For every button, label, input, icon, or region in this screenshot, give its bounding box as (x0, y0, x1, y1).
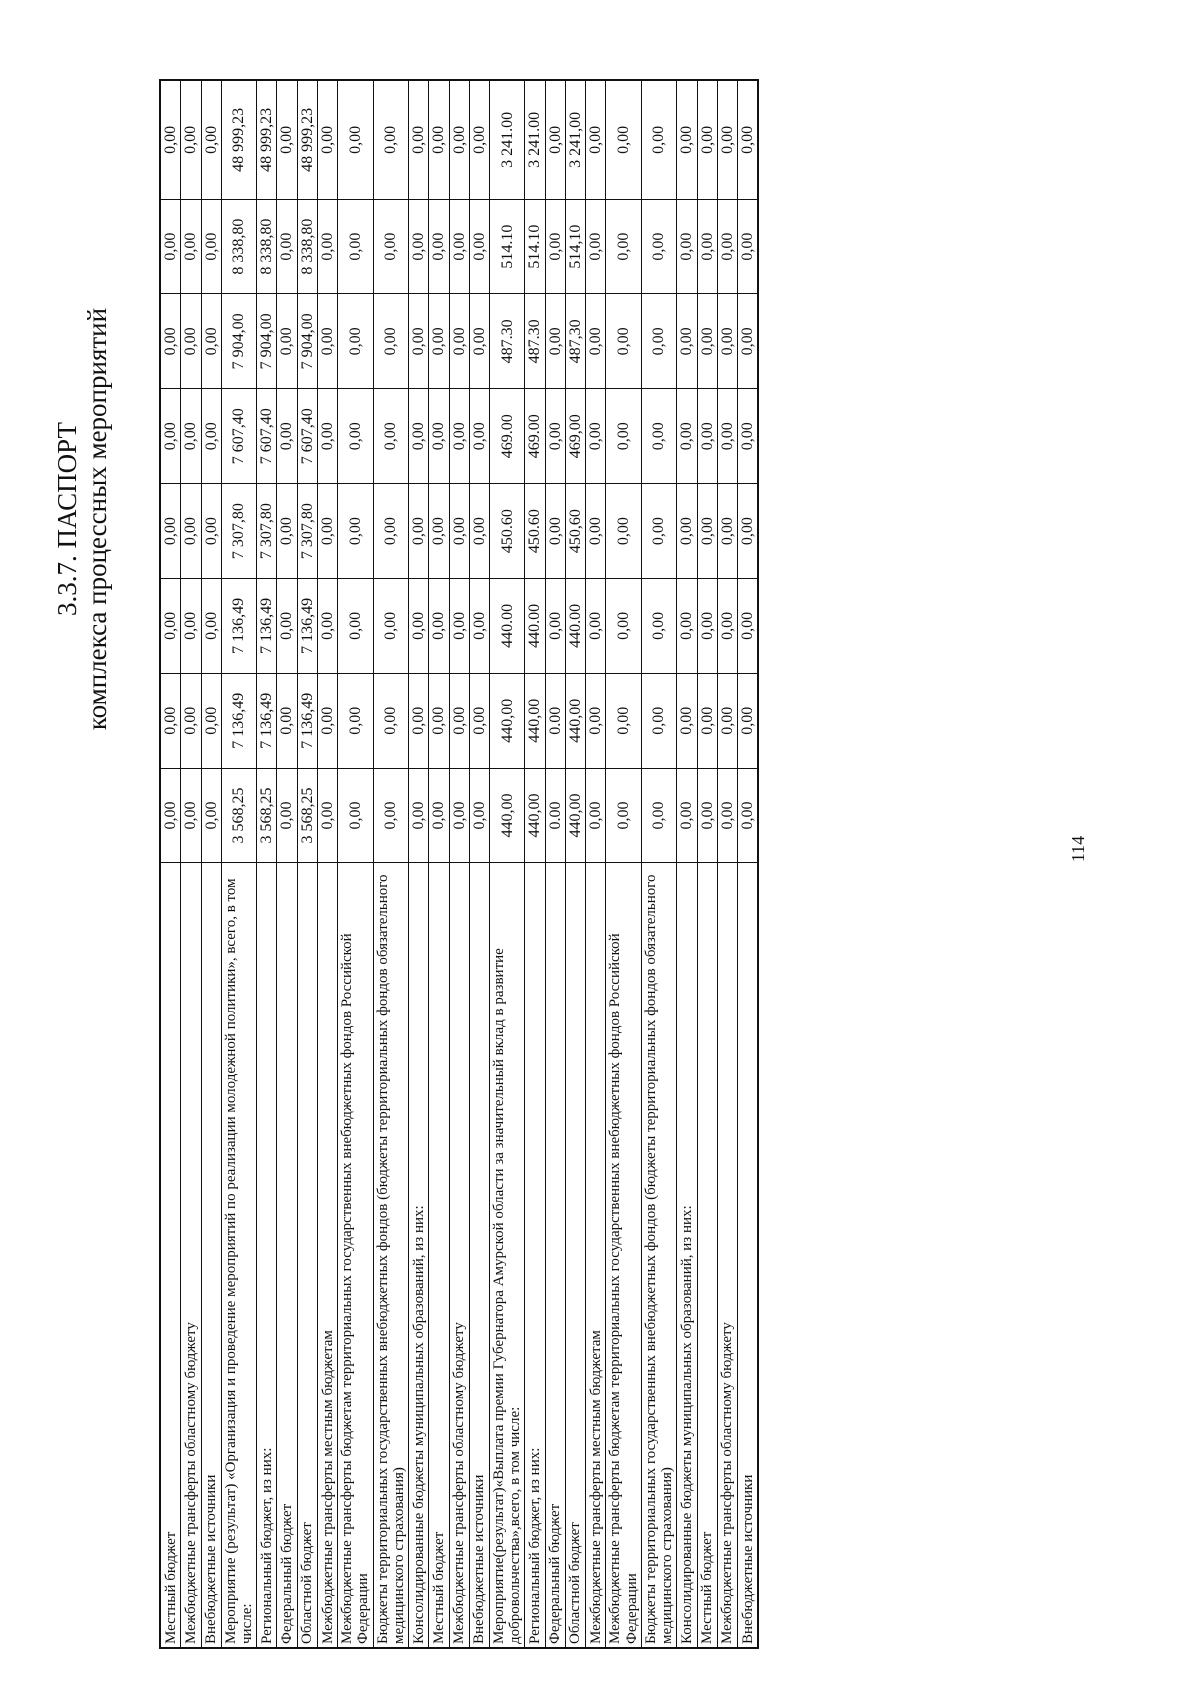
value-cell: 0,00 (449, 673, 469, 768)
value-cell: 0,00 (317, 673, 337, 768)
row-label: Межбюджетные трансферты областному бюджету (181, 863, 201, 1648)
row-label: Межбюджетные трансферты областному бюджету (449, 863, 469, 1648)
value-cell: 0,00 (641, 768, 676, 863)
value-cell: 0,00 (697, 294, 717, 389)
value-cell: 0,00 (469, 294, 489, 389)
value-cell: 0,00 (408, 578, 428, 673)
value-cell: 0,00 (408, 768, 428, 863)
value-cell: 0,00 (469, 80, 489, 199)
value-cell: 0,00 (429, 484, 449, 579)
value-cell: 514,10 (565, 199, 585, 294)
row-label: Межбюджетные трансферты местным бюджетам (317, 863, 337, 1648)
value-cell: 0,00 (449, 768, 469, 863)
value-cell: 7 136,49 (297, 673, 317, 768)
value-cell: 0,00 (469, 484, 489, 579)
value-cell: 440.00 (525, 578, 545, 673)
value-cell: 440,00 (525, 768, 545, 863)
value-cell: 0,00 (586, 389, 606, 484)
value-cell: 0,00 (277, 768, 297, 863)
value-cell: 0,00 (338, 578, 373, 673)
value-cell: 0,00 (449, 294, 469, 389)
value-cell: 0,00 (469, 389, 489, 484)
table-row (545, 80, 565, 1648)
value-cell: 0,00 (697, 389, 717, 484)
row-label: Консолидированные бюджеты муниципальных образований, из них: (677, 863, 697, 1648)
row-label: Областной бюджет (297, 863, 317, 1648)
value-cell: 0,00 (317, 80, 337, 199)
value-cell: 0,00 (201, 673, 221, 768)
value-cell: 0,00 (717, 294, 737, 389)
table-row (408, 80, 428, 1648)
value-cell: 0,00 (408, 673, 428, 768)
value-cell: 0,00 (738, 389, 759, 484)
row-label: Федеральный бюджет (545, 863, 565, 1648)
value-cell: 0,00 (677, 199, 697, 294)
value-cell: 0,00 (317, 294, 337, 389)
value-cell: 0,00 (201, 294, 221, 389)
value-cell: 0,00 (181, 199, 201, 294)
table-row (221, 80, 256, 1648)
value-cell: 48 999,23 (297, 80, 317, 199)
value-cell: 0,00 (160, 80, 181, 199)
value-cell: 3 568,25 (257, 768, 277, 863)
value-cell: 0,00 (277, 578, 297, 673)
value-cell: 0,00 (717, 199, 737, 294)
section-title: 3.3.7. ПАСПОРТ (52, 422, 82, 616)
table-row (317, 80, 337, 1648)
table-row (181, 80, 201, 1648)
value-cell: 0,00 (677, 294, 697, 389)
value-cell: 0,00 (408, 199, 428, 294)
table-row (677, 80, 697, 1648)
value-cell: 7 307,80 (297, 484, 317, 579)
value-cell: 0,00 (586, 294, 606, 389)
row-label: Межбюджетные трансферты бюджетам территориальных государственных внебюджетных фондов Российской Федерации (606, 863, 641, 1648)
value-cell: 0,00 (317, 578, 337, 673)
value-cell: 7 307,80 (221, 484, 256, 579)
value-cell: 0,00 (429, 578, 449, 673)
value-cell: 0,00 (738, 80, 759, 199)
value-cell: 0,00 (277, 80, 297, 199)
value-cell: 0,00 (449, 199, 469, 294)
value-cell: 0,00 (469, 199, 489, 294)
value-cell: 0.00 (545, 768, 565, 863)
value-cell: 450,60 (565, 484, 585, 579)
value-cell: 0,00 (277, 294, 297, 389)
value-cell: 0,00 (181, 673, 201, 768)
value-cell: 0,00 (201, 578, 221, 673)
value-cell: 0,00 (429, 768, 449, 863)
value-cell: 0,00 (545, 294, 565, 389)
table-row (525, 80, 545, 1648)
value-cell: 0,00 (641, 294, 676, 389)
value-cell: 0,00 (201, 80, 221, 199)
value-cell: 0,00 (277, 484, 297, 579)
row-label: Межбюджетные трансферты бюджетам территориальных государственных внебюджетных фондов Российской Федерации (338, 863, 373, 1648)
value-cell: 0,00 (738, 294, 759, 389)
value-cell: 0,00 (181, 294, 201, 389)
table-row (697, 80, 717, 1648)
table-row (565, 80, 585, 1648)
page-number: 114 (1068, 835, 1088, 863)
value-cell: 8 338,80 (297, 199, 317, 294)
value-cell: 0,00 (738, 673, 759, 768)
table-row (717, 80, 737, 1648)
section-subtitle: комплекса процессных мероприятий (82, 307, 113, 731)
value-cell: 7 904,00 (221, 294, 256, 389)
table-row (606, 80, 641, 1648)
value-cell: 440,00 (490, 768, 525, 863)
value-cell: 3 241.00 (525, 80, 545, 199)
value-cell: 0,00 (429, 199, 449, 294)
value-cell: 0,00 (677, 673, 697, 768)
value-cell: 440,00 (565, 768, 585, 863)
value-cell: 0,00 (317, 389, 337, 484)
value-cell: 0,00 (641, 484, 676, 579)
table-body (160, 80, 758, 1648)
value-cell: 0,00 (606, 768, 641, 863)
value-cell: 0,00 (738, 578, 759, 673)
value-cell: 0,00 (201, 199, 221, 294)
value-cell: 0,00 (373, 484, 408, 579)
value-cell: 450.60 (490, 484, 525, 579)
value-cell: 0,00 (181, 578, 201, 673)
value-cell: 0,00 (717, 578, 737, 673)
value-cell: 0,00 (641, 80, 676, 199)
value-cell: 7 904,00 (257, 294, 277, 389)
value-cell: 0,00 (338, 768, 373, 863)
value-cell: 487.30 (525, 294, 545, 389)
value-cell: 0,00 (469, 768, 489, 863)
value-cell: 0,00 (449, 80, 469, 199)
row-label: Внебюджетные источники (738, 863, 759, 1648)
row-label: Местный бюджет (429, 863, 449, 1648)
table-row (277, 80, 297, 1648)
value-cell: 0,00 (586, 578, 606, 673)
value-cell: 8 338,80 (257, 199, 277, 294)
value-cell: 0,00 (677, 484, 697, 579)
value-cell: 0,00 (738, 199, 759, 294)
value-cell: 0,00 (277, 389, 297, 484)
value-cell: 440,00 (490, 673, 525, 768)
value-cell: 0,00 (429, 80, 449, 199)
row-label: Мероприятие(результат)«Выплата премии Губернатора Амурской области за значительный вклад в развитие добровольчества»,всего, в том числе: (490, 863, 525, 1648)
value-cell: 0,00 (697, 768, 717, 863)
value-cell: 0,00 (160, 294, 181, 389)
value-cell: 0,00 (738, 768, 759, 863)
value-cell: 0,00 (181, 768, 201, 863)
value-cell: 0,00 (373, 768, 408, 863)
value-cell: 0,00 (717, 389, 737, 484)
value-cell: 7 136,49 (221, 578, 256, 673)
value-cell: 469,00 (565, 389, 585, 484)
value-cell: 0,00 (317, 484, 337, 579)
value-cell: 0,00 (641, 578, 676, 673)
value-cell: 469.00 (490, 389, 525, 484)
row-label: Областной бюджет (565, 863, 585, 1648)
row-label: Межбюджетные трансферты областному бюджету (717, 863, 737, 1648)
value-cell: 0,00 (586, 484, 606, 579)
row-label: Региональный бюджет, из них: (257, 863, 277, 1648)
value-cell: 440,00 (565, 673, 585, 768)
row-label: Внебюджетные источники (201, 863, 221, 1648)
table-row (490, 80, 525, 1648)
value-cell: 0,00 (160, 199, 181, 294)
value-cell: 0,00 (606, 294, 641, 389)
value-cell: 487.30 (490, 294, 525, 389)
value-cell: 0,00 (429, 294, 449, 389)
value-cell: 0,00 (697, 673, 717, 768)
row-label: Консолидированные бюджеты муниципальных образований, из них: (408, 863, 428, 1648)
value-cell: 0,00 (429, 389, 449, 484)
value-cell: 0,00 (717, 673, 737, 768)
value-cell: 7 607,40 (221, 389, 256, 484)
row-label: Бюджеты территориальных государственных внебюджетных фондов (бюджеты территориальных фондов обязательного медицинского страхования) (641, 863, 676, 1648)
value-cell: 48 999,23 (257, 80, 277, 199)
value-cell: 0,00 (545, 389, 565, 484)
value-cell: 0,00 (677, 578, 697, 673)
value-cell: 0,00 (697, 80, 717, 199)
value-cell: 469.00 (525, 389, 545, 484)
row-label: Местный бюджет (160, 863, 181, 1648)
value-cell: 0,00 (181, 389, 201, 484)
value-cell: 0,00 (338, 484, 373, 579)
value-cell: 0,00 (449, 389, 469, 484)
value-cell: 7 607,40 (257, 389, 277, 484)
value-cell: 0,00 (373, 578, 408, 673)
value-cell: 0,00 (677, 768, 697, 863)
value-cell: 0,00 (338, 199, 373, 294)
value-cell: 0,00 (586, 673, 606, 768)
value-cell: 7 307,80 (257, 484, 277, 579)
value-cell: 487,30 (565, 294, 585, 389)
value-cell: 0,00 (606, 389, 641, 484)
value-cell: 7 136,49 (257, 673, 277, 768)
value-cell: 0,00 (160, 484, 181, 579)
value-cell: 0,00 (160, 389, 181, 484)
value-cell: 0,00 (277, 673, 297, 768)
value-cell: 7 904,00 (297, 294, 317, 389)
value-cell: 0,00 (717, 484, 737, 579)
value-cell: 0,00 (408, 294, 428, 389)
row-label: Внебюджетные источники (469, 863, 489, 1648)
row-label: Бюджеты территориальных государственных внебюджетных фондов (бюджеты территориальных фондов обязательного медицинского страхования) (373, 863, 408, 1648)
value-cell: 0,00 (697, 484, 717, 579)
table-row (586, 80, 606, 1648)
value-cell: 514.10 (525, 199, 545, 294)
value-cell: 0,00 (697, 199, 717, 294)
value-cell: 0,00 (338, 673, 373, 768)
value-cell: 0,00 (469, 578, 489, 673)
value-cell: 0,00 (373, 80, 408, 199)
table-row (738, 80, 759, 1648)
value-cell: 450.60 (525, 484, 545, 579)
value-cell: 0,00 (408, 80, 428, 199)
table-row (373, 80, 408, 1648)
value-cell: 0,00 (408, 389, 428, 484)
value-cell: 0,00 (586, 80, 606, 199)
value-cell: 7 136,49 (221, 673, 256, 768)
value-cell: 0.00 (545, 673, 565, 768)
value-cell: 0,00 (160, 578, 181, 673)
value-cell: 7 136,49 (297, 578, 317, 673)
value-cell: 8 338,80 (221, 199, 256, 294)
value-cell: 48 999,23 (221, 80, 256, 199)
value-cell: 0,00 (606, 80, 641, 199)
value-cell: 0,00 (201, 484, 221, 579)
value-cell: 3 241.00 (490, 80, 525, 199)
table-row (338, 80, 373, 1648)
value-cell: 0,00 (545, 199, 565, 294)
value-cell: 0,00 (317, 768, 337, 863)
table-row (449, 80, 469, 1648)
value-cell: 0,00 (277, 199, 297, 294)
value-cell: 514.10 (490, 199, 525, 294)
value-cell: 0,00 (338, 389, 373, 484)
value-cell: 0,00 (606, 578, 641, 673)
value-cell: 0,00 (373, 199, 408, 294)
value-cell: 3 568,25 (221, 768, 256, 863)
value-cell: 0,00 (545, 484, 565, 579)
value-cell: 7 607,40 (297, 389, 317, 484)
value-cell: 3 568,25 (297, 768, 317, 863)
value-cell: 0,00 (449, 484, 469, 579)
value-cell: 0,00 (677, 389, 697, 484)
row-label: Федеральный бюджет (277, 863, 297, 1648)
value-cell: 0,00 (677, 80, 697, 199)
value-cell: 0,00 (181, 80, 201, 199)
table-row (469, 80, 489, 1648)
budget-table (159, 79, 759, 1649)
value-cell: 0,00 (338, 294, 373, 389)
value-cell: 0,00 (606, 484, 641, 579)
value-cell: 0,00 (317, 199, 337, 294)
value-cell: 0,00 (160, 673, 181, 768)
value-cell: 0,00 (697, 578, 717, 673)
value-cell: 0,00 (738, 484, 759, 579)
value-cell: 0,00 (641, 673, 676, 768)
value-cell: 0,00 (201, 389, 221, 484)
table-row (641, 80, 676, 1648)
value-cell: 0,00 (449, 578, 469, 673)
table-row (297, 80, 317, 1648)
value-cell: 0,00 (160, 768, 181, 863)
row-label: Межбюджетные трансферты местным бюджетам (586, 863, 606, 1648)
table-row (429, 80, 449, 1648)
value-cell: 440.00 (565, 578, 585, 673)
row-label: Местный бюджет (697, 863, 717, 1648)
section-heading (52, 119, 112, 919)
table-row (160, 80, 181, 1648)
table-row (257, 80, 277, 1648)
value-cell: 0,00 (181, 484, 201, 579)
value-cell: 0,00 (545, 578, 565, 673)
value-cell: 0,00 (373, 389, 408, 484)
value-cell: 0,00 (469, 673, 489, 768)
value-cell: 7 136,49 (257, 578, 277, 673)
value-cell: 440.00 (490, 578, 525, 673)
value-cell: 0,00 (373, 294, 408, 389)
value-cell: 0,00 (586, 768, 606, 863)
value-cell: 0,00 (641, 389, 676, 484)
value-cell: 0,00 (606, 199, 641, 294)
value-cell: 0,00 (201, 768, 221, 863)
value-cell: 0,00 (373, 673, 408, 768)
row-label: Региональный бюджет, из них: (525, 863, 545, 1648)
value-cell: 0,00 (606, 673, 641, 768)
value-cell: 0,00 (586, 199, 606, 294)
value-cell: 0,00 (338, 80, 373, 199)
value-cell: 440,00 (525, 673, 545, 768)
value-cell: 0,00 (641, 199, 676, 294)
value-cell: 0,00 (717, 80, 737, 199)
table-row (201, 80, 221, 1648)
value-cell: 0,00 (545, 80, 565, 199)
value-cell: 0,00 (717, 768, 737, 863)
row-label: Мероприятие (результат) «Организация и проведение мероприятий по реализации молодежной политики», всего, в том числе: (221, 863, 256, 1648)
value-cell: 3 241,00 (565, 80, 585, 199)
value-cell: 0,00 (408, 484, 428, 579)
value-cell: 0,00 (429, 673, 449, 768)
